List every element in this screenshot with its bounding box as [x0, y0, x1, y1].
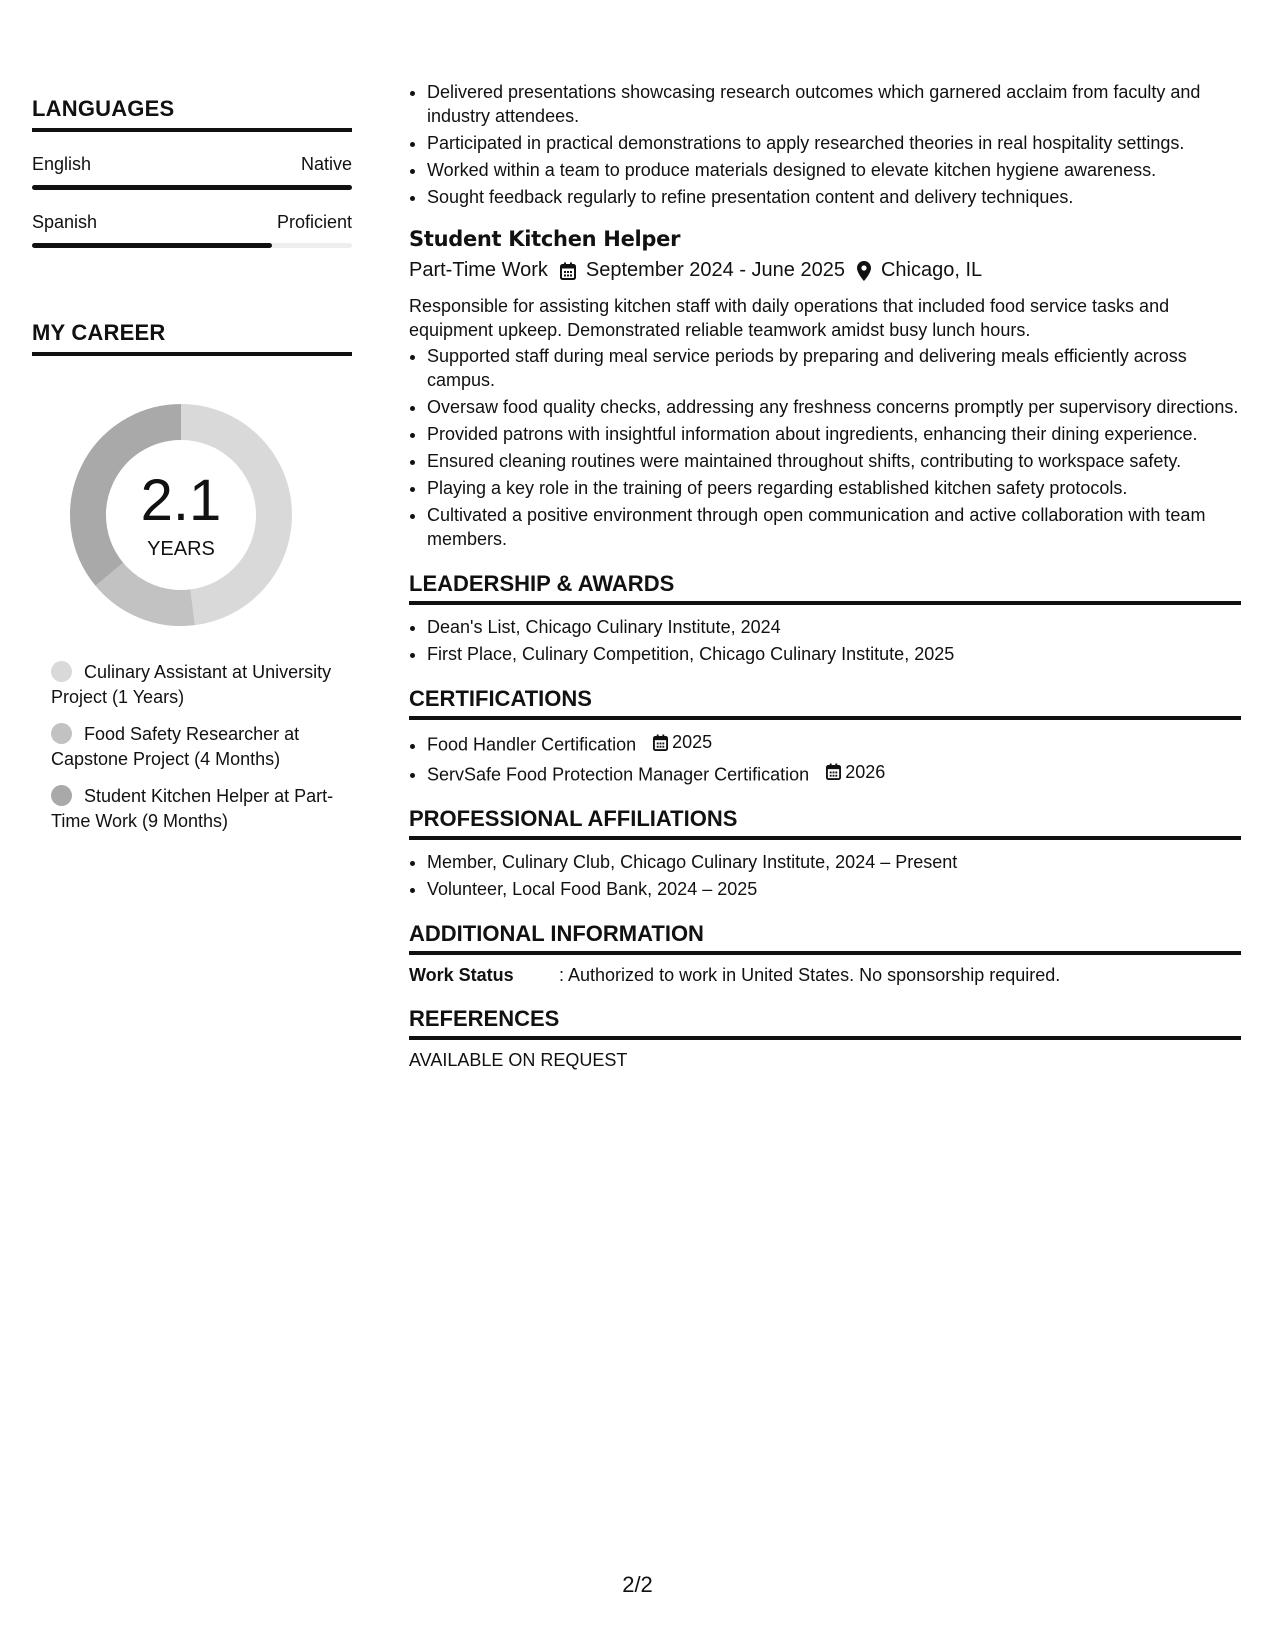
language-proficiency-bar: [32, 185, 352, 190]
references-text: AVAILABLE ON REQUEST: [409, 1050, 628, 1070]
list-item: • First Place, Culinary Competition, Chicago Culinary Institute, 2025: [427, 642, 1241, 666]
career-donut-chart: [66, 400, 296, 630]
list-item: [427, 760, 1241, 787]
leadership-list: [409, 615, 1241, 666]
affiliations-heading: PROFESSIONAL AFFILIATIONS: [409, 806, 1241, 840]
job-bullets: [409, 344, 1241, 551]
language-proficiency-fill: [32, 185, 352, 190]
list-item: • Oversaw food quality checks, addressing any freshness concerns promptly per supervisory directions.: [427, 395, 1241, 419]
career-total-unit: YEARS: [147, 538, 215, 560]
calendar-icon: [560, 262, 576, 280]
career-legend-item: Student Kitchen Helper at Part-Time Work (9 Months): [51, 786, 334, 831]
job-company: Part-Time Work: [409, 259, 548, 281]
calendar-icon: [653, 734, 668, 751]
legend-dot-icon: [51, 661, 72, 682]
certification-year: 2026: [845, 761, 886, 782]
list-item: • Worked within a team to produce materials designed to elevate kitchen hygiene awareness.: [427, 158, 1241, 182]
career-heading: MY CAREER: [32, 320, 352, 356]
career-legend: [51, 660, 352, 834]
list-item: • Participated in practical demonstrations to apply researched theories in real hospitality settings.: [427, 131, 1241, 155]
job-meta: [409, 259, 1241, 282]
previous-job-bullets: [409, 80, 1241, 209]
language-proficiency-bar: [32, 243, 352, 248]
location-pin-icon: [857, 261, 871, 281]
career-donut-segment-2: [109, 574, 192, 608]
certification-year: 2025: [672, 732, 713, 752]
leadership-heading: LEADERSHIP & AWARDS: [409, 571, 1241, 605]
calendar-icon: [826, 763, 841, 780]
list-item: • Sought feedback regularly to refine presentation content and delivery techniques.: [427, 185, 1241, 209]
job-dates: September 2024 - June 2025: [585, 259, 845, 281]
job-description: Responsible for assisting kitchen staff with daily operations that included food service tasks and equipment upkeep. Demonstrated reliable teamwork amidst busy lunch hours.: [409, 296, 1170, 340]
work-status-value: : Authorized to work in United States. No sponsorship required.: [559, 965, 1061, 985]
job-location: Chicago, IL: [880, 259, 983, 281]
affiliations-list: [409, 850, 1241, 901]
work-status-label: Work Status: [409, 965, 514, 985]
list-item: • Provided patrons with insightful information about ingredients, enhancing their dining experience.: [427, 422, 1241, 446]
list-item: • Volunteer, Local Food Bank, 2024 – 2025: [427, 877, 1241, 901]
certifications-list: [409, 730, 1241, 786]
work-status-row: [409, 965, 1241, 986]
language-name: Spanish: [32, 212, 98, 232]
list-item: • Member, Culinary Club, Chicago Culinary Institute, 2024 – Present: [427, 850, 1241, 874]
list-item: • Playing a key role in the training of peers regarding established kitchen safety protocols.: [427, 476, 1241, 500]
language-name: English: [32, 154, 92, 174]
certifications-heading: CERTIFICATIONS: [409, 686, 1241, 720]
list-item: • Delivered presentations showcasing research outcomes which garnered acclaim from faculty and industry attendees.: [427, 80, 1241, 128]
language-item-spanish: [32, 212, 352, 248]
main-content: [409, 80, 1241, 1071]
career-total-value: 2.1: [140, 468, 222, 533]
language-level: Proficient: [276, 212, 352, 232]
list-item: • Dean's List, Chicago Culinary Institute, 2024: [427, 615, 1241, 639]
certification-name: Food Handler Certification: [427, 734, 637, 755]
list-item: • Ensured cleaning routines were maintained throughout shifts, contributing to workspace safety.: [427, 449, 1241, 473]
legend-dot-icon: [51, 723, 72, 744]
career-legend-item: Food Safety Researcher at Capstone Project (4 Months): [51, 724, 300, 769]
language-level: Native: [300, 154, 352, 174]
job-title: Student Kitchen Helper: [409, 227, 681, 251]
list-item: • Supported staff during meal service periods by preparing and delivering meals efficiently across campus.: [427, 344, 1241, 392]
legend-dot-icon: [51, 785, 72, 806]
page-number: 2/2: [622, 1572, 653, 1597]
references-heading: REFERENCES: [409, 1006, 1241, 1040]
sidebar: [32, 96, 352, 846]
language-item-english: [32, 154, 352, 190]
language-proficiency-fill: [32, 243, 272, 248]
career-legend-item: Culinary Assistant at University Project (1 Years): [51, 662, 332, 707]
list-item: [427, 730, 1241, 757]
list-item: • Cultivated a positive environment through open communication and active collaboration with team members.: [427, 503, 1241, 551]
certification-name: ServSafe Food Protection Manager Certification: [427, 764, 810, 784]
career-section: [32, 320, 352, 834]
languages-heading: LANGUAGES: [32, 96, 352, 132]
additional-info-heading: ADDITIONAL INFORMATION: [409, 921, 1241, 955]
